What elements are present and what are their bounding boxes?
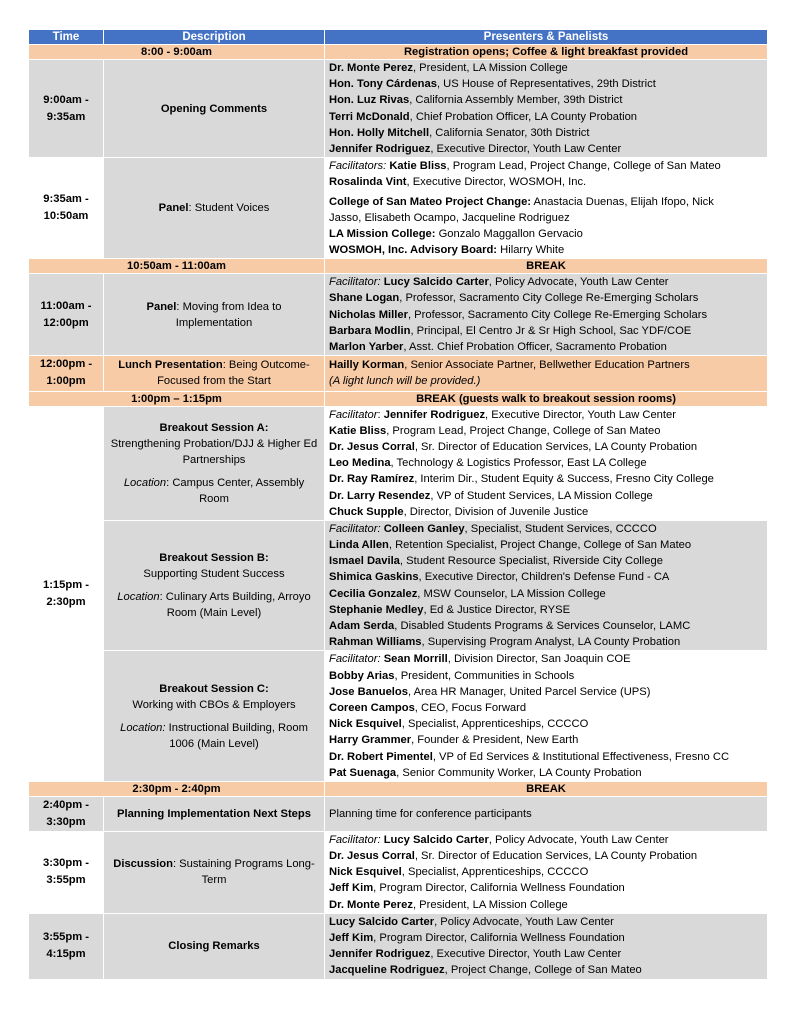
- closing-presenters: [325, 913, 768, 979]
- presenter-role: , Executive Director, Youth Law Center: [485, 408, 676, 421]
- presenter-line: [329, 897, 763, 913]
- closing-row: [29, 913, 768, 979]
- presenter-role: , President, LA Mission College: [412, 898, 568, 911]
- presenter-name: Shimica Gaskins: [329, 571, 419, 584]
- presenter-line: [329, 716, 763, 732]
- discussion-desc-rest: : Sustaining Programs Long-Term: [172, 858, 315, 887]
- presenter-line: [329, 274, 763, 290]
- presenter-line: [329, 651, 763, 667]
- presenter-name: Hon. Luz Rivas: [329, 94, 410, 107]
- presenter-line: [329, 194, 763, 210]
- group-members: Anastacia Duenas, Elijah Ifopo, Nick: [531, 195, 714, 208]
- opening-row: [29, 60, 768, 158]
- presenter-role: , Interim Dir., Student Equity & Success, Fresno City College: [414, 473, 714, 486]
- presenter-name: Hailly Korman: [329, 359, 405, 372]
- presenter-line: [329, 684, 763, 700]
- presenter-role: , Specialist, Apprenticeships, CCCCO: [401, 866, 589, 879]
- presenter-line: [329, 307, 763, 323]
- presenter-line: [329, 962, 763, 978]
- presenter-line: [329, 439, 763, 455]
- presenter-name: Katie Bliss: [389, 160, 447, 173]
- session-b-desc: [104, 520, 325, 651]
- group-label: College of San Mateo Project Change:: [329, 195, 532, 208]
- presenter-name: Jeff Kim: [329, 932, 374, 944]
- facilitator-label: Facilitator:: [329, 833, 381, 846]
- presenter-line: [329, 553, 763, 569]
- group-label: LA Mission College:: [329, 227, 436, 240]
- presenter-name: Rosalinda Vint: [329, 176, 407, 189]
- presenters-header: Presenters & Panelists: [325, 30, 768, 45]
- panel2-presenters: [325, 274, 768, 356]
- session-a-location: [108, 475, 320, 507]
- presenter-role: , VP of Ed Services & Institutional Effectiveness, Fresno CC: [432, 750, 730, 763]
- presenter-line: [329, 455, 763, 471]
- presenter-line: [329, 537, 763, 553]
- session-a-title: Breakout Session A:: [159, 421, 269, 434]
- band-time: 8:00 - 9:00am: [29, 45, 325, 60]
- voices-time: 9:35am - 10:50am: [29, 158, 104, 259]
- presenter-role: , California Senator, 30th District: [429, 126, 590, 139]
- lunch-time: 12:00pm - 1:00pm: [29, 356, 104, 391]
- location-label: Location:: [120, 721, 166, 734]
- session-a-subtitle: Strengthening Probation/DJJ & Higher Ed Partnerships: [110, 437, 318, 466]
- presenter-name: Nicholas Miller: [329, 308, 408, 321]
- presenter-role: , Professor, Sacramento City College Re-Emerging Scholars: [399, 292, 699, 305]
- presenter-name: Rahman Williams: [329, 636, 422, 649]
- breakout-a-row: [29, 406, 768, 520]
- presenter-line: [329, 174, 763, 190]
- band-time: 1:00pm – 1:15pm: [29, 391, 325, 406]
- session-b-subtitle: Supporting Student Success: [143, 568, 285, 581]
- time-header: Time: [29, 30, 104, 45]
- discussion-desc: [104, 831, 325, 913]
- planning-desc: Planning Implementation Next Steps: [104, 796, 325, 831]
- presenter-name: Lucy Salcido Carter: [383, 833, 489, 846]
- session-b-title: Breakout Session B:: [159, 552, 269, 565]
- break-band: [29, 259, 768, 274]
- presenter-line: [329, 323, 763, 339]
- presenter-line: [329, 109, 763, 125]
- band-text: BREAK (guests walk to breakout session rooms): [325, 391, 768, 406]
- presenter-role: , MSW Counselor, LA Mission College: [417, 587, 606, 600]
- discussion-row: [29, 831, 768, 913]
- presenter-role: , VP of Student Services, LA Mission College: [430, 489, 653, 502]
- session-b-presenters: [325, 520, 768, 651]
- location-text: : Campus Center, Assembly Room: [166, 476, 305, 505]
- presenter-line: [329, 914, 763, 930]
- presenter-name: Dr. Robert Pimentel: [329, 750, 433, 763]
- presenter-line: [329, 471, 763, 487]
- group-members: Gonzalo Maggallon Gervacio: [435, 227, 583, 240]
- presenter-role: , US House of Representatives, 29th District: [436, 78, 656, 91]
- presenter-role: , President, Communities in Schools: [394, 669, 575, 682]
- breakout-time: 1:15pm - 2:30pm: [29, 406, 104, 781]
- session-c-presenters: [325, 651, 768, 782]
- presenter-name: Colleen Ganley: [383, 522, 465, 535]
- facilitator-label: Facilitator: [329, 408, 378, 421]
- presenter-line: [329, 60, 763, 76]
- description-header: Description: [104, 30, 325, 45]
- presenter-role: , Program Lead, Project Change, College of San Mateo: [386, 424, 661, 437]
- presenter-role: , Program Director, California Wellness Foundation: [373, 882, 625, 895]
- lunch-desc-bold: Lunch Presentation: [118, 359, 223, 372]
- presenter-name: Stephanie Medley: [329, 603, 424, 616]
- presenter-role: , Executive Director, WOSMOH, Inc.: [406, 176, 587, 189]
- band-text: BREAK: [325, 259, 768, 274]
- presenter-line: [329, 602, 763, 618]
- session-c-desc: [104, 651, 325, 782]
- opening-time: 9:00am - 9:35am: [29, 60, 104, 158]
- presenter-name: Hon. Holly Mitchell: [329, 126, 430, 139]
- presenter-line: [329, 125, 763, 141]
- discussion-presenters: [325, 831, 768, 913]
- presenter-name: Jeff Kim: [329, 882, 374, 895]
- presenter-role: , President, LA Mission College: [412, 62, 568, 74]
- presenter-role: , CEO, Focus Forward: [414, 701, 527, 714]
- presenter-line: [329, 749, 763, 765]
- band-time: 10:50am - 11:00am: [29, 259, 325, 274]
- breakout-transition-band: [29, 391, 768, 406]
- panel2-desc-rest: : Moving from Idea to Implementation: [175, 300, 282, 329]
- afternoon-break-band: [29, 781, 768, 796]
- presenter-name: Harry Grammer: [329, 734, 412, 747]
- voices-desc-bold: Panel: [158, 202, 189, 215]
- session-c-subtitle: Working with CBOs & Employers: [132, 698, 296, 711]
- presenter-name: Jose Banuelos: [329, 685, 408, 698]
- presenter-name: Ismael Davila: [329, 555, 400, 568]
- session-c-title: Breakout Session C:: [159, 682, 269, 695]
- presenter-name: Barbara Modlin: [329, 324, 411, 337]
- presenter-name: Linda Allen: [329, 539, 389, 552]
- panel2-desc: [104, 274, 325, 356]
- header-row: [29, 30, 768, 45]
- presenter-name: Dr. Monte Perez: [329, 62, 413, 74]
- agenda-table: [28, 29, 768, 980]
- presenter-role: , Sr. Director of Education Services, LA County Probation: [414, 850, 698, 863]
- presenter-name: Nick Esquivel: [329, 866, 402, 879]
- presenter-name: Sean Morrill: [383, 653, 448, 666]
- presenter-line: [329, 765, 763, 781]
- presenter-name: Coreen Campos: [329, 701, 415, 714]
- lunch-row: [29, 356, 768, 391]
- presenter-line: [329, 848, 763, 864]
- facilitator-label: Facilitator:: [329, 276, 381, 289]
- band-text: Registration opens; Coffee & light breakfast provided: [325, 45, 768, 60]
- presenter-role: , Specialist, Apprenticeships, CCCCO: [401, 718, 589, 731]
- presenter-name: Marlon Yarber: [329, 341, 404, 353]
- presenter-role: , Technology & Logistics Professor, East LA College: [390, 457, 647, 470]
- lunch-desc-rest: : Being Outcome-Focused from the Start: [157, 359, 310, 388]
- presenter-line: [329, 569, 763, 585]
- discussion-time: 3:30pm - 3:55pm: [29, 831, 104, 913]
- presenter-role: , California Assembly Member, 39th District: [409, 94, 623, 107]
- facilitator-label: Facilitator:: [329, 653, 381, 666]
- presenter-role: , Asst. Chief Probation Officer, Sacramento Probation: [403, 341, 667, 353]
- presenter-line: [329, 242, 763, 258]
- presenter-role: , Senior Associate Partner, Bellwether Education Partners: [404, 359, 690, 372]
- presenter-role: , Project Change, College of San Mateo: [444, 964, 642, 977]
- presenter-line: [329, 488, 763, 504]
- presenter-role: , Director, Division of Juvenile Justice: [403, 505, 589, 518]
- session-a-presenters: [325, 406, 768, 520]
- presenter-line: [329, 946, 763, 962]
- presenter-line: [329, 880, 763, 896]
- presenter-role: , Policy Advocate, Youth Law Center: [488, 276, 669, 289]
- lunch-note: (A light lunch will be provided.): [329, 375, 481, 388]
- planning-text: Planning time for conference participants: [325, 796, 768, 831]
- presenter-line: [329, 357, 763, 373]
- presenter-role: , Executive Director, Youth Law Center: [430, 142, 622, 155]
- planning-row: [29, 796, 768, 831]
- presenter-name: Leo Medina: [329, 457, 391, 470]
- presenter-role: , Sr. Director of Education Services, LA County Probation: [414, 440, 698, 453]
- presenter-line: [329, 618, 763, 634]
- presenter-name: Jennifer Rodriguez: [329, 142, 431, 155]
- opening-desc: Opening Comments: [104, 60, 325, 158]
- presenter-line: Facilitator: Jennifer Rodriguez, Executive Director, Youth Law Center: [329, 408, 676, 421]
- breakout-c-row: [29, 651, 768, 782]
- presenter-role: , Supervising Program Analyst, LA County Probation: [421, 636, 681, 649]
- group-members: Jasso, Elisabeth Ocampo, Jacqueline Rodriguez: [329, 211, 570, 224]
- presenter-name: Dr. Jesus Corral: [329, 440, 415, 453]
- facilitators-label: Facilitators:: [329, 160, 387, 173]
- presenter-name: Nick Esquivel: [329, 718, 402, 731]
- presenter-role: , Founder & President, New Earth: [411, 734, 579, 747]
- planning-time: 2:40pm - 3:30pm: [29, 796, 104, 831]
- presenter-name: Dr. Ray Ramírez: [329, 473, 415, 486]
- panel2-time: 11:00am - 12:00pm: [29, 274, 104, 356]
- breakout-b-row: [29, 520, 768, 651]
- presenter-name: Dr. Jesus Corral: [329, 850, 415, 863]
- presenter-role: , Division Director, San Joaquin COE: [447, 653, 631, 666]
- presenter-name: Lucy Salcido Carter: [383, 276, 489, 289]
- session-b-location: [108, 589, 320, 621]
- presenter-line: [329, 141, 763, 157]
- location-label: Location: [117, 591, 160, 604]
- facilitator-label: Facilitator:: [329, 522, 381, 535]
- band-time: 2:30pm - 2:40pm: [29, 781, 325, 796]
- presenter-line: [329, 634, 763, 650]
- panel-implementation-row: [29, 274, 768, 356]
- presenter-name: Shane Logan: [329, 292, 400, 305]
- presenter-line: [329, 92, 763, 108]
- presenter-role: , Chief Probation Officer, LA County Probation: [409, 110, 638, 123]
- presenter-name: Bobby Arias: [329, 669, 395, 682]
- presenter-role: , Executive Director, Youth Law Center: [430, 948, 622, 961]
- presenter-line: [329, 423, 763, 439]
- presenter-role: , Policy Advocate, Youth Law Center: [488, 833, 669, 846]
- presenter-line: [329, 864, 763, 880]
- lunch-desc: [104, 356, 325, 391]
- location-text: : Culinary Arts Building, Arroyo Room (Main Level): [159, 591, 311, 620]
- presenter-line: [329, 930, 763, 946]
- location-label: Location: [123, 476, 167, 489]
- presenter-role: , Retention Specialist, Project Change, College of San Mateo: [388, 539, 692, 552]
- presenter-role: , Executive Director, Children's Defense Fund - CA: [418, 571, 670, 584]
- presenter-role: , Area HR Manager, United Parcel Service (UPS): [407, 685, 651, 698]
- presenter-role: , Specialist, Student Services, CCCCO: [464, 522, 657, 535]
- presenter-name: Dr. Monte Perez: [329, 898, 413, 911]
- presenter-line: [329, 832, 763, 848]
- student-voices-row: [29, 158, 768, 259]
- presenter-line: [329, 700, 763, 716]
- discussion-desc-bold: Discussion: [113, 858, 173, 871]
- location-text: Instructional Building, Room 1006 (Main Level): [165, 721, 308, 750]
- presenter-line: [329, 339, 763, 355]
- presenter-role: , Program Lead, Project Change, College of San Mateo: [446, 160, 721, 173]
- presenter-role: , Student Resource Specialist, Riverside City College: [399, 555, 663, 568]
- presenter-line: [329, 290, 763, 306]
- panel2-desc-bold: Panel: [146, 300, 177, 313]
- presenter-line: [329, 521, 763, 537]
- presenter-name: Cecilia Gonzalez: [329, 587, 418, 600]
- presenter-role: , Professor, Sacramento City College Re-Emerging Scholars: [407, 308, 708, 321]
- presenter-role: , Policy Advocate, Youth Law Center: [434, 915, 614, 928]
- group-members: Hilarry White: [497, 244, 565, 257]
- presenter-role: , Senior Community Worker, LA County Probation: [396, 766, 642, 779]
- lunch-presenters: [325, 356, 768, 391]
- presenter-role: , Ed & Justice Director, RYSE: [423, 603, 571, 616]
- presenter-name: Jacqueline Rodriguez: [329, 964, 445, 977]
- presenter-name: Jennifer Rodriguez: [329, 948, 431, 961]
- opening-presenters: [325, 60, 768, 158]
- presenter-line: [329, 158, 763, 174]
- presenter-line: [329, 226, 763, 242]
- presenter-name: Katie Bliss: [329, 424, 387, 437]
- presenter-name: Lucy Salcido Carter: [329, 915, 435, 928]
- band-text: BREAK: [325, 781, 768, 796]
- voices-desc: [104, 158, 325, 259]
- registration-band: [29, 45, 768, 60]
- voices-desc-rest: : Student Voices: [188, 202, 270, 215]
- closing-desc: Closing Remarks: [104, 913, 325, 979]
- group-label: WOSMOH, Inc. Advisory Board:: [329, 244, 498, 257]
- presenter-line: [329, 504, 763, 520]
- presenter-role: , Disabled Students Programs & Services Counselor, LAMC: [394, 620, 691, 632]
- presenter-role: , Program Director, California Wellness Foundation: [373, 932, 625, 944]
- presenter-name: Dr. Larry Resendez: [329, 489, 431, 502]
- session-a-desc: [104, 406, 325, 520]
- presenter-name: Hon. Tony Cárdenas: [329, 78, 437, 91]
- session-c-location: [108, 720, 320, 752]
- presenter-name: Pat Suenaga: [329, 766, 397, 779]
- presenter-line: [329, 732, 763, 748]
- voices-presenters: [325, 158, 768, 259]
- presenter-name: Adam Serda: [329, 620, 395, 632]
- presenter-line: [329, 76, 763, 92]
- presenter-name: Terri McDonald: [329, 110, 410, 123]
- presenter-line: [329, 210, 763, 226]
- presenter-name: Chuck Supple: [329, 505, 404, 518]
- presenter-line: [329, 586, 763, 602]
- presenter-line: [329, 668, 763, 684]
- presenter-name: Jennifer Rodriguez: [383, 408, 486, 421]
- closing-time: 3:55pm - 4:15pm: [29, 913, 104, 979]
- presenter-role: , Principal, El Centro Jr & Sr High School, Sac YDF/COE: [410, 324, 692, 337]
